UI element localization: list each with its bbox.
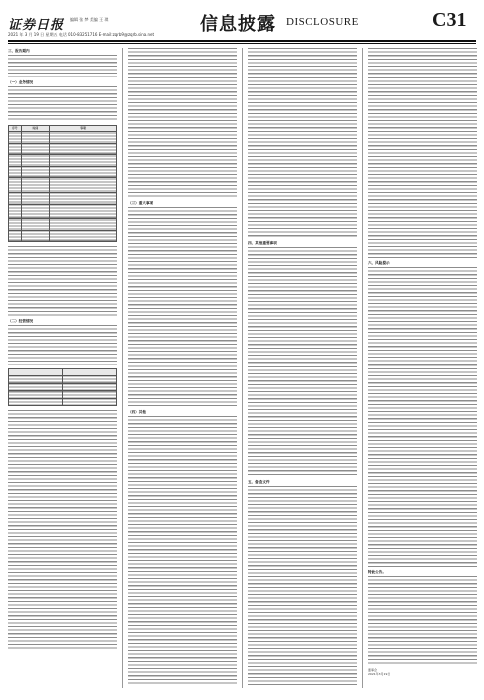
table-row	[9, 143, 117, 155]
signature-line: 董事会	[368, 668, 378, 672]
body-text	[8, 86, 117, 122]
header-rule	[8, 40, 476, 42]
section-heading: 五、备查文件	[248, 480, 270, 484]
page-number: C31	[432, 9, 467, 31]
header-rule-thin	[8, 43, 476, 44]
section-heading: （三）重大事项	[128, 201, 154, 205]
section-heading: 三、报告期内	[8, 49, 30, 53]
table-header-cell: 序号	[9, 126, 22, 132]
table-row	[9, 132, 117, 144]
signature-block	[368, 668, 390, 676]
body-text	[128, 207, 237, 407]
body-text	[8, 325, 117, 365]
masthead	[0, 0, 484, 44]
column-3	[248, 48, 357, 688]
section-heading: （四）其他	[128, 410, 146, 414]
body-text	[8, 246, 117, 316]
section-heading: （一）业务情况	[8, 80, 34, 84]
table-row	[9, 155, 117, 167]
table-row	[9, 219, 117, 231]
body-text	[8, 55, 117, 77]
body-text	[248, 486, 357, 686]
body-text	[128, 416, 237, 686]
table-row	[9, 166, 117, 178]
date-line: 2021 年 3 月 19 日 星期五 电话 010-83251716 E-mail:zqrb9@zqrb.sina.net	[8, 32, 155, 37]
editor-info: 编辑 张 梦 美编 王 琪	[70, 17, 109, 22]
table-row	[9, 383, 117, 391]
body-text	[368, 576, 477, 666]
disclosure-table-2	[8, 368, 117, 406]
table-row	[9, 230, 117, 242]
body-text	[248, 48, 357, 238]
column-4	[368, 48, 477, 688]
section-title-en: DISCLOSURE	[286, 16, 359, 28]
column-divider	[122, 48, 123, 688]
column-divider	[362, 48, 363, 688]
body-text	[128, 48, 237, 198]
signature-date: 2021年3月19日	[368, 672, 391, 676]
body-text	[8, 410, 117, 650]
table-header-cell: 时间	[21, 126, 50, 132]
table-row	[9, 204, 117, 219]
body-text	[368, 48, 477, 258]
column-2	[128, 48, 237, 688]
section-heading: 六、风险提示	[368, 261, 390, 265]
table-row	[9, 369, 117, 376]
column-divider	[242, 48, 243, 688]
disclosure-table	[8, 125, 117, 242]
table-row	[9, 375, 117, 383]
section-title: 信息披露	[200, 14, 276, 35]
body-text	[248, 247, 357, 477]
newspaper-logo: 证券日报	[8, 18, 65, 33]
article-columns	[8, 48, 476, 688]
section-heading: 特此公告。	[368, 570, 386, 574]
body-text	[368, 267, 477, 567]
section-heading: 四、其他重要事项	[248, 241, 277, 245]
section-heading: （二）经营情况	[8, 319, 34, 324]
table-row	[9, 192, 117, 204]
column-1	[8, 48, 117, 688]
table-row	[9, 398, 117, 406]
table-row	[9, 178, 117, 193]
table-row	[9, 391, 117, 399]
table-header-cell: 事项	[50, 126, 117, 132]
